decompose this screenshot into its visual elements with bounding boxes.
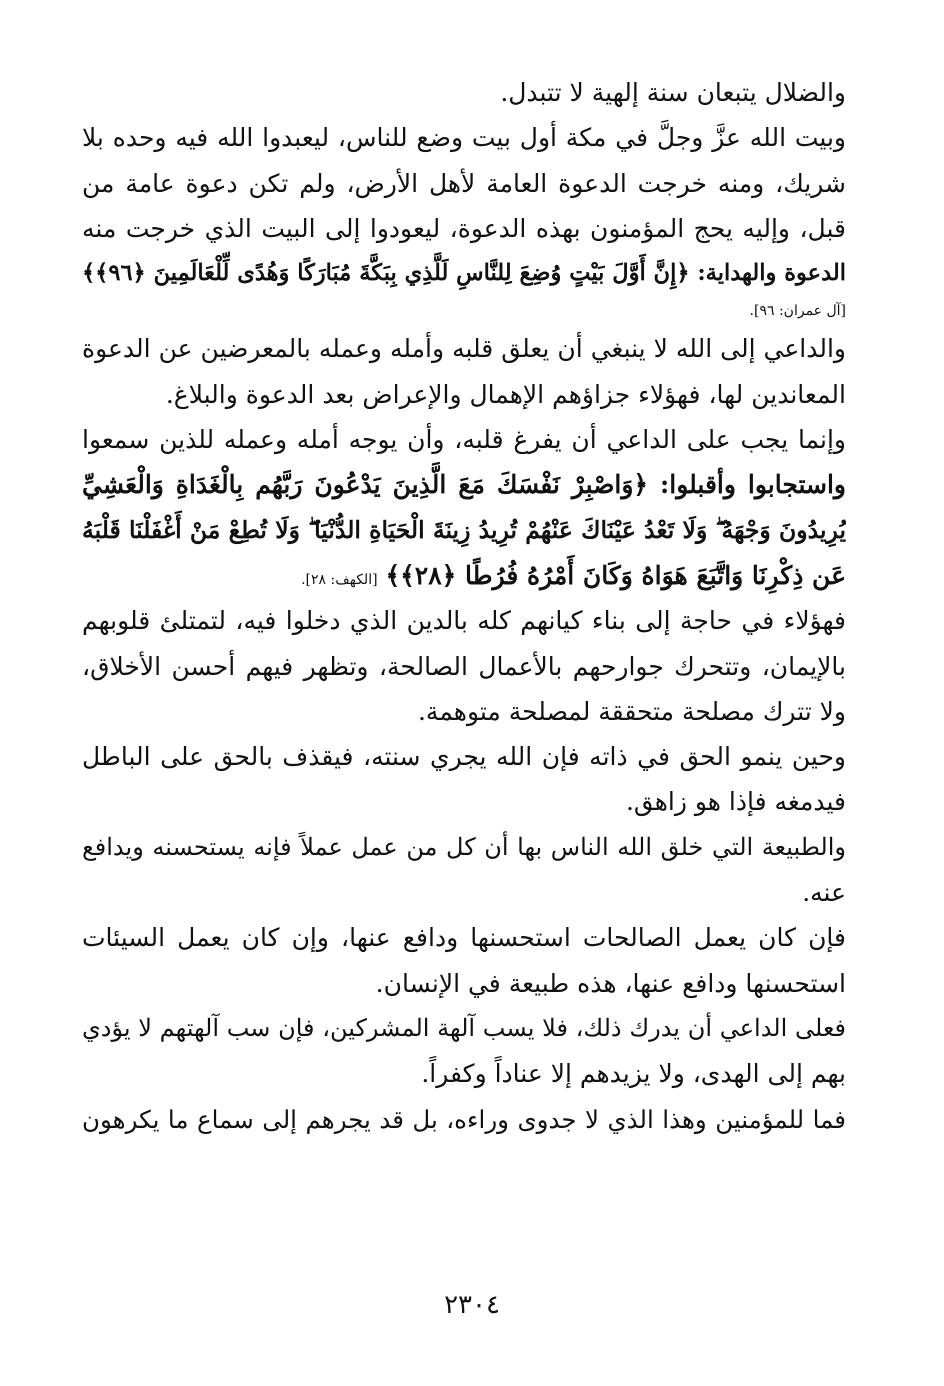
text-line-quran-verse bbox=[82, 251, 846, 296]
verse-citation: [آل عمران: ٩٦]. bbox=[749, 303, 846, 320]
text-line: استحسنها ودافع عنها، هذه طبيعة في الإنسان. bbox=[375, 968, 846, 998]
page-body bbox=[82, 70, 846, 1142]
text-line: فهؤلاء في حاجة إلى بناء كيانهم كله بالدين الذي دخلوا فيه، لتمتلئ قلوبهم bbox=[82, 606, 846, 636]
text-line: وإنما يجب على الداعي أن يفرغ قلبه، وأن يوجه أمله وعمله للذين سمعوا bbox=[82, 425, 846, 455]
quran-verse: الدعوة والهداية: ﴿إِنَّ أَوَّلَ بَيْتٍ وُضِعَ لِلنَّاسِ لَلَّذِي بِبَكَّةَ مُبَارَكًا وَهُدًى لِّلْعَالَمِينَ ﴿٩٦﴾﴾ bbox=[82, 260, 846, 287]
text-line: وحين ينمو الحق في ذاته فإن الله يجري سنته، فيقذف بالحق على الباطل bbox=[82, 742, 846, 772]
text-line: قبل، وإليه يحج المؤمنون بهذه الدعوة، ليعودوا إلى البيت الذي خرجت منه bbox=[82, 213, 846, 243]
quran-verse: يُرِيدُونَ وَجْهَهُ ۖ وَلَا تَعْدُ عَيْنَاكَ عَنْهُمْ تُرِيدُ زِينَةَ الْحَيَاةِ الدُّنْيَا ۖ وَلَا تُطِعْ مَنْ أَغْفَلْنَا قَلْبَهُ bbox=[82, 515, 846, 544]
quran-verse: واستجابوا وأقبلوا: ﴿وَاصْبِرْ نَفْسَكَ مَعَ الَّذِينَ يَدْعُونَ رَبَّهُم بِالْغَدَاةِ وَالْعَشِيِّ bbox=[82, 470, 846, 500]
text-line: فإن كان يعمل الصالحات استحسنها ودافع عنها، وإن كان يعمل السيئات bbox=[82, 923, 846, 953]
text-line: بالإيمان، وتتحرك جوارحهم بالأعمال الصالحة، وتظهر فيهم أحسن الأخلاق، bbox=[82, 651, 846, 681]
text-line: بهم إلى الهدى، ولا يزيدهم إلا عناداً وكفراً. bbox=[421, 1059, 846, 1089]
verse-citation: [الكهف: ٢٨]. bbox=[301, 571, 378, 588]
text-line: ولا تترك مصلحة متحققة لمصلحة متوهمة. bbox=[417, 696, 846, 726]
text-line: والضلال يتبعان سنة إلهية لا تتبدل. bbox=[500, 78, 846, 107]
text-line-quran-verse bbox=[82, 462, 846, 507]
text-line: المعاندين لها، فهؤلاء جزاؤهم الإهمال والإعراض بعد الدعوة والبلاغ. bbox=[165, 379, 846, 409]
text-line: فعلى الداعي أن يدرك ذلك، فلا يسب آلهة المشركين، فإن سب آلهتهم لا يؤدي bbox=[82, 1013, 846, 1042]
quran-verse: عَن ذِكْرِنَا وَاتَّبَعَ هَوَاهُ وَكَانَ أَمْرُهُ فُرُطًا ﴿٢٨﴾﴾ bbox=[385, 560, 846, 590]
text-line-quran-verse bbox=[82, 508, 846, 553]
text-line: وبيت الله عزَّ وجلَّ في مكة أول بيت وضع للناس، ليعبدوا الله فيه وحده بلا bbox=[82, 123, 846, 153]
text-line: عنه. bbox=[802, 878, 846, 908]
page-number: ٢٣٠٤ bbox=[444, 1290, 500, 1320]
text-line: فيدمغه فإذا هو زاهق. bbox=[625, 787, 846, 817]
text-line: والداعي إلى الله لا ينبغي أن يعلق قلبه وأمله وعمله بالمعرضين عن الدعوة bbox=[82, 334, 846, 364]
text-line: والطبيعة التي خلق الله الناس بها أن كل من عمل عملاً فإنه يستحسنه ويدافع bbox=[82, 832, 846, 861]
text-line-quran-verse-end bbox=[82, 553, 846, 598]
text-line: فما للمؤمنين وهذا الذي لا جدوى وراءه، بل قد يجرهم إلى سماع ما يكرهون bbox=[82, 1104, 846, 1134]
text-line: شريك، ومنه خرجت الدعوة العامة لأهل الأرض، ولم تكن دعوة عامة من bbox=[82, 168, 846, 198]
